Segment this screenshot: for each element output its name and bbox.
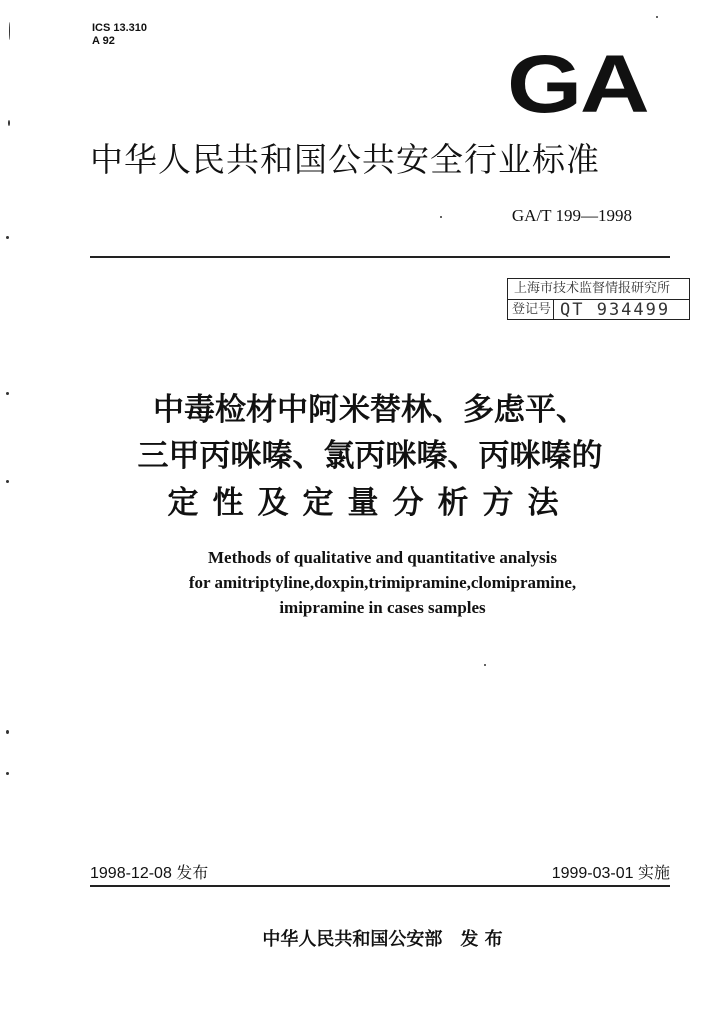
title-en-line-1: Methods of qualitative and quantitative analysis [207,548,557,567]
stamp-institution: 上海市技术监督情报研究所 [508,279,689,300]
issuer: 中华人民共和国公安部 发 布 [262,929,503,950]
scan-speck [9,22,10,40]
ga-logo: GA [507,39,648,130]
standard-number: GA/T 199—1998 [511,206,632,225]
title-cn-line-3: 定性及定量分析方法 [167,485,573,521]
scan-speck [6,392,9,395]
ccs-code: A 92 [92,35,115,47]
stamp-reg-number: QT 934499 [560,300,671,320]
classification-codes [92,22,147,48]
title-en-line-2: for amitriptyline,doxpin,trimipramine,clomipramine, [188,573,577,592]
top-divider [90,256,670,258]
registration-stamp [507,278,690,320]
title-cn-line-1: 中毒检材中阿米替林、多虑平、 [153,392,587,428]
scan-speck [6,772,9,775]
scan-speck [6,730,9,734]
scan-speck [656,16,658,18]
scan-speck [484,664,486,666]
bottom-divider [90,885,670,887]
scan-speck [8,120,10,126]
title-cn-line-2: 三甲丙咪嗪、氯丙咪嗪、丙咪嗪的 [137,438,603,474]
issue-date: 1998-12-08 发布 [90,865,209,882]
title-en-line-3: imipramine in cases samples [279,598,486,617]
scan-speck [6,236,9,239]
stamp-reg-label: 登记号 [508,300,554,320]
scan-speck [6,480,9,483]
ics-code: ICS 13.310 [92,22,148,34]
header-title: 中华人民共和国公共安全行业标准 [90,140,600,179]
scan-speck [440,216,442,218]
implementation-date: 1999-03-01 实施 [551,865,670,882]
